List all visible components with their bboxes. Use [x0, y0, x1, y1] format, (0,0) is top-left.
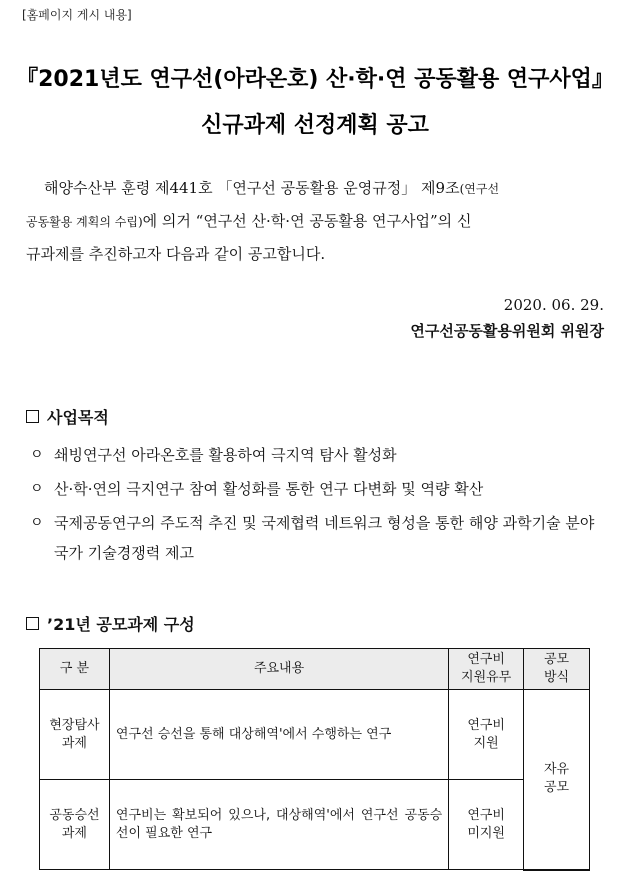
- list-item-text: 산·학·연의 극지연구 참여 활성화를 통한 연구 다변화 및 역량 확산: [54, 480, 484, 498]
- circle-bullet-icon: ㅇ: [30, 515, 44, 531]
- circle-bullet-icon: ㅇ: [30, 481, 44, 497]
- circle-bullet-icon: ㅇ: [30, 447, 44, 463]
- posting-tag: [홈페이지 게시 내용]: [22, 8, 132, 22]
- list-item: [30, 508, 608, 568]
- list-item-text: 쇄빙연구선 아라온호를 활용하여 극지역 탐사 활성화: [54, 446, 397, 464]
- signer: 연구선공동활용위원회 위원장: [410, 322, 604, 340]
- cell-type: 공동승선 과제: [40, 780, 110, 870]
- table-row: [40, 780, 590, 870]
- square-bullet-icon: [26, 410, 39, 423]
- cell-content: 연구선 승선을 통해 대상해역'에서 수행하는 연구: [109, 690, 448, 780]
- list-item: [30, 474, 608, 504]
- table-header-row: [40, 649, 590, 690]
- section-purpose-title: 사업목적: [47, 408, 109, 427]
- announcement-date: 2020. 06. 29.: [503, 296, 604, 314]
- section-purpose-heading: [26, 405, 109, 428]
- cell-type: 현장탐사 과제: [40, 690, 110, 780]
- intro-paragraph: [26, 172, 606, 270]
- table-row: [40, 690, 590, 780]
- composition-table: [39, 648, 590, 871]
- notice-subtitle: 신규과제 선정계획 공고: [201, 113, 429, 138]
- intro-line-2: 공동활용 계획의 수립)에 의거 “연구선 산·학·연 공동활용 연구사업”의 신: [26, 212, 472, 230]
- cell-content: 연구비는 확보되어 있으나, 대상해역'에서 연구선 공동승선이 필요한 연구: [109, 780, 448, 870]
- cell-method: 자유 공모: [524, 690, 590, 870]
- notice-title: 『2021년도 연구선(아라온호) 산·학·연 공동활용 연구사업』: [16, 67, 614, 92]
- cell-funding: 연구비 지원: [449, 690, 524, 780]
- header-type: 구 분: [40, 649, 110, 690]
- header-funding: 연구비 지원유무: [449, 649, 524, 690]
- list-item: [30, 440, 608, 470]
- section-composition-heading: [26, 612, 195, 635]
- section-composition-title: ’21년 공모과제 구성: [47, 615, 195, 634]
- intro-line-3: 규과제를 추진하고자 다음과 같이 공고합니다.: [26, 245, 326, 263]
- cell-funding: 연구비 미지원: [449, 780, 524, 870]
- square-bullet-icon: [26, 617, 39, 630]
- header-method: 공모 방식: [524, 649, 590, 690]
- header-content: 주요내용: [109, 649, 448, 690]
- intro-line-1: 해양수산부 훈령 제441호 「연구선 공동활용 운영규정」 제9조(연구선: [44, 179, 500, 197]
- list-item-text: 국제공동연구의 주도적 추진 및 국제협력 네트워크 형성을 통한 해양 과학기술 분야 국가 기술경쟁력 제고: [54, 514, 595, 562]
- purpose-list: [30, 440, 608, 572]
